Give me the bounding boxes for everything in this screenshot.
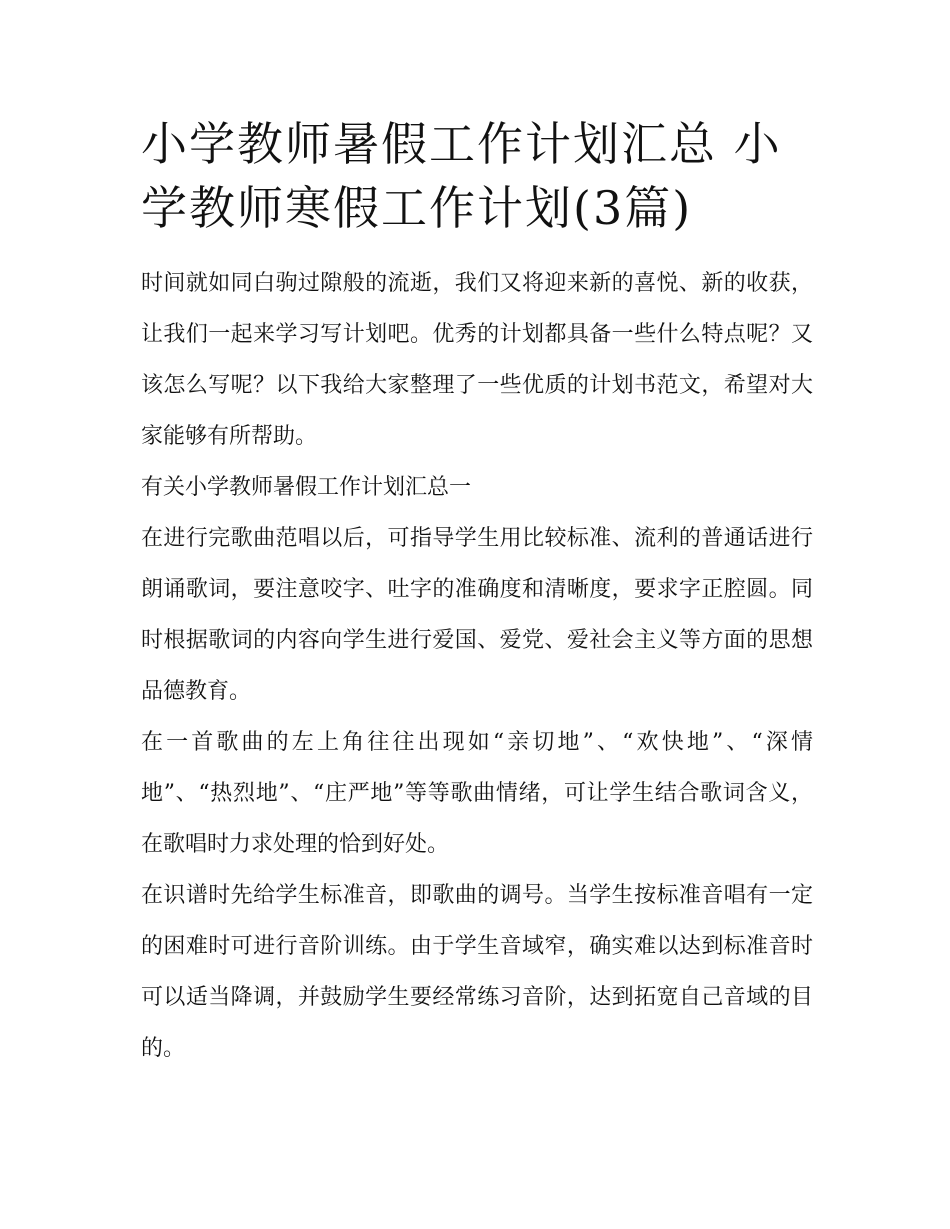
- body-paragraph-3: 在识谱时先给学生标准音，即歌曲的调号。当学生按标准音唱有一定的困难时可进行音阶训练。由于学生音域窄，确实难以达到标准音时可以适当降调，并鼓励学生要经常练习音阶，达到拓宽自己音域的目的。: [141, 883, 813, 1061]
- document-page: [141, 112, 813, 1074]
- section-heading: 有关小学教师暑假工作计划汇总一: [141, 475, 472, 500]
- intro-paragraph: 时间就如同白驹过隙般的流逝，我们又将迎来新的喜悦、新的收获，让我们一起来学习写计划吧。优秀的计划都具备一些什么特点呢？又该怎么写呢？以下我给大家整理了一些优质的计划书范文，希望对大家能够有所帮助。: [141, 271, 813, 449]
- body-paragraph-1: 在进行完歌曲范唱以后，可指导学生用比较标准、流利的普通话进行朗诵歌词，要注意咬字、吐字的准确度和清晰度，要求字正腔圆。同时根据歌词的内容向学生进行爱国、爱党、爱社会主义等方面的思想品德教育。: [141, 526, 813, 704]
- document-title: 小学教师暑假工作计划汇总 小学教师寒假工作计划(3篇): [141, 117, 782, 235]
- body-paragraph-2: 在一首歌曲的左上角往往出现如“亲切地”、“欢快地”、“深情地”、“热烈地”、“庄严地”等等歌曲情绪，可让学生结合歌词含义，在歌唱时力求处理的恰到好处。: [141, 730, 813, 857]
